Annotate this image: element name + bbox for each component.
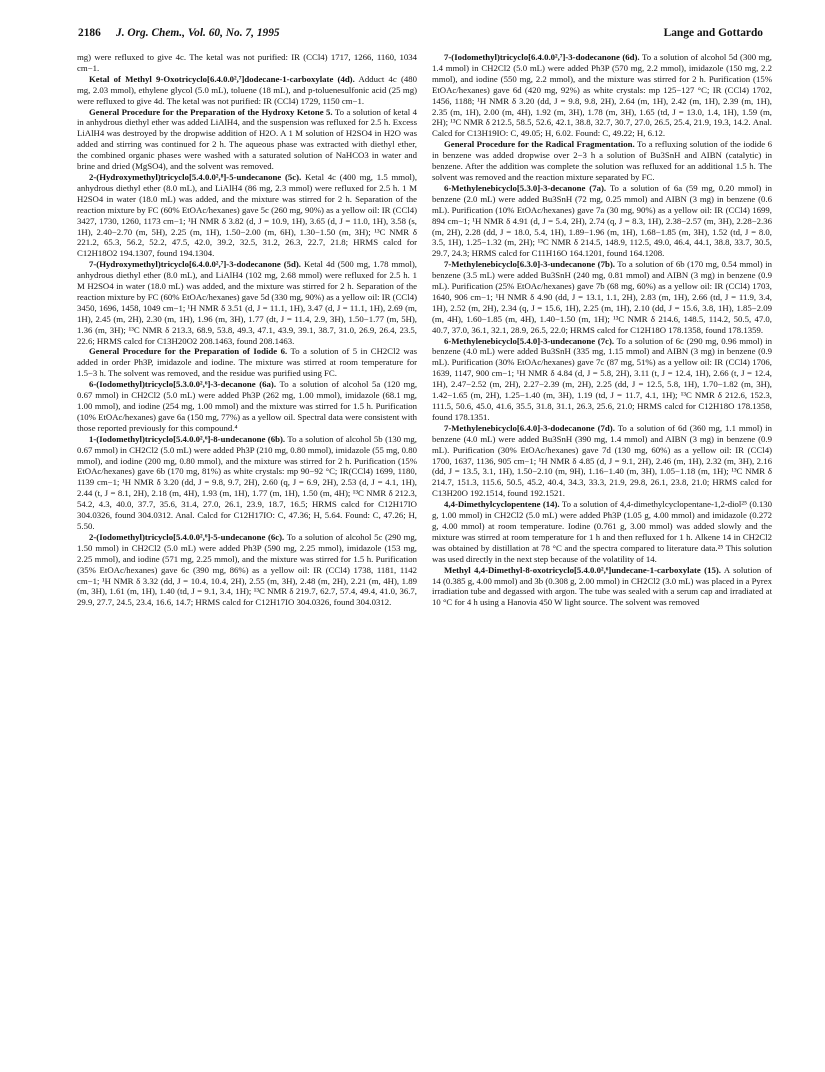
procedure-heading: 4,4-Dimethylcyclopentene (14).: [444, 499, 560, 510]
procedure-text: To a solution of ketal 4 in anhydrous diethyl ether was added LiAlH4, and the suspension was refluxed for 2.5 h. Excess LiAlH4 was destroyed by the dropwise addition of H2O. A 1 M solution of H2SO4 in H2O was added and stirring was continued for 2 h. The aqueous phase was extracted with diethyl ether, the combined organic phases were washed with a saturated solution of NaHCO3 in water and brine and dried (MgSO4), and the solvent was removed.: [77, 106, 418, 172]
procedure-paragraph: [77, 107, 417, 172]
procedure-paragraph: [77, 172, 417, 259]
procedure-heading: 7-Methylenebicyclo[6.4.0]-3-dodecanone (7d).: [444, 422, 615, 433]
continued-paragraph: [77, 52, 417, 74]
procedure-paragraph: [77, 379, 417, 434]
procedure-paragraph: [77, 259, 417, 346]
procedure-text: To a solution of 4,4-dimethylcyclopentane-1,2-diol²⁵ (0.130 g, 1.00 mmol) in CH2Cl2 (5.0 mL) were added Ph3P (1.05 g, 4.00 mmol) and imidazole (0.272 g, 4.00 mmol) at room temperature. Iodine (0.761 g, 3.00 mmol) was added slowly and the mixture was stirred at room temperature for 1 h and then refluxed for 1 h. Alkene 14 in CH2Cl2 was obtained by distillation at 78 °C and the spectra compared to literature data.²⁵ This solution was used directly in the next step because of the volatility of 14.: [432, 499, 773, 564]
procedure-heading: 6-(Iodomethyl)tricyclo[5.3.0.0²,⁶]-3-decanone (6a).: [89, 379, 277, 390]
procedure-text: To a solution of alcohol 5d (300 mg, 1.4 mmol) in CH2Cl2 (5.0 mL) were added Ph3P (570 mg, 2.2 mmol), imidazole (150 mg, 2.2 mmol), and iodine (550 mg, 2.2 mmol), and the mixture was stirred for 2 h. Purification (15% EtOAc/hexanes) gave 6d (420 mg, 92%) as white crystals: mp 125−127 °C; IR (CCl4) 1702, 1456, 1188; ¹H NMR δ 3.20 (dd, J = 9.8, 9.8, 2H), 2.64 (m, 1H), 2.42 (m, 1H), 2.39 (m, 1H), 2.35 (m, 1H), 2.00 (m, 4H), 1.92 (m, 3H), 1.78 (m, 3H), 1.65 (td, J = 13.0, 1.4, 1H), 1.59 (m, 2H); ¹³C NMR δ 212.5, 58.5, 52.6, 42.1, 38.8, 32.7, 30.7, 27.0, 26.5, 25.4, 21.9, 19.3, 14.2. Anal. Calcd for C13H19IO: C, 49.05; H, 6.02. Found: C, 49.22; H, 6.12.: [432, 52, 772, 139]
procedure-heading: 2-(Iodomethyl)tricyclo[5.4.0.0²,⁶]-5-undecanone (6c).: [89, 531, 285, 542]
procedure-paragraph: [432, 183, 772, 259]
procedure-paragraph: [432, 259, 772, 335]
procedure-heading: 6-Methylenebicyclo[5.3.0]-3-decanone (7a).: [444, 182, 607, 193]
procedure-heading: General Procedure for the Preparation of the Hydroxy Ketone 5.: [89, 106, 333, 117]
procedure-paragraph: [77, 346, 417, 379]
procedure-text: To a solution of alcohol 5a (120 mg, 0.67 mmol) in CH2Cl2 (5.0 mL) were added Ph3P (262 mg, 1.00 mmol), imidazole (68.1 mg, 1.00 mmol), and iodine (254 mg, 1.00 mmol) and the mixture was stirred for 1.5 h. Purification (10% EtOAc/hexanes) gave 6a (150 mg, 77%) as a yellow oil. Spectral data were consistent with those reported previously for this compound.⁴: [77, 379, 418, 433]
procedure-heading: 6-Methylenebicyclo[5.4.0]-3-undecanone (7c).: [444, 335, 615, 346]
procedure-heading: General Procedure for the Radical Fragmentation.: [444, 139, 635, 150]
procedure-heading: 1-(Iodomethyl)tricyclo[5.4.0.0²,⁶]-8-undecanone (6b).: [89, 433, 286, 444]
procedure-text: Ketal 4d (500 mg, 1.78 mmol), anhydrous diethyl ether (8.0 mL), and LiAlH4 (102 mg, 2.68 mmol) were refluxed for 2.5 h. 1 M H2SO4 in water (18.0 mL) was added, and the mixture was stirred for 2 h. Separation of the reaction mixture by FC (60% EtOAc/hexanes) gave 5d (330 mg, 90%) as a yellow oil: IR (CCl4) 3450, 1696, 1458, 1049 cm−1; ¹H NMR δ 3.51 (d, J = 11.1, 1H), 3.47 (d, J = 11.1, 1H), 2.69 (m, 1H), 2.45 (m, 2H), 2.30 (m, 1H), 1.96 (m, 3H), 1.77 (dt, J = 11.4, 2.9, 3H), 1.50−1.77 (m, 5H), 1.36 (m, 3H); ¹³C NMR δ 213.3, 68.9, 53.8, 49.3, 47.1, 43.9, 39.1, 38.7, 31.0, 26.9, 26.4, 23.5, 22.6; HRMS calcd for C13H20O2 208.1463, found 208.1463.: [77, 259, 417, 346]
procedure-text: To a solution of alcohol 5c (290 mg, 1.50 mmol) in CH2Cl2 (5.0 mL) were added Ph3P (590 mg, 2.25 mmol), imidazole (153 mg, 2.25 mmol), and iodine (571 mg, 2.25 mmol), and the mixture was stirred for 1.5 h. Purification (35% EtOAc/hexanes) gave 6c (390 mg, 86%) as a yellow oil: IR (CCl4) 1738, 1181, 1142 cm−1; ¹H NMR δ 3.32 (dd, J = 10.4, 10.4, 2H), 2.55 (m, 3H), 2.48 (m, 2H), 2.21 (m, 4H), 1.89 (m, 3H), 1.61 (m, 1H), 1.40 (td, J = 9.1, 3.4, 1H); ¹³C NMR δ 219.7, 62.7, 57.4, 49.4, 41.0, 36.7, 29.9, 27.7, 24.5, 23.4, 16.6, 14.7; HRMS calcd for C12H17IO 304.0326, found 304.0312.: [77, 531, 417, 608]
procedure-text: mg) were refluxed to give 4c. The ketal was not purified: IR (CCl4) 1717, 1266, 1160, 1034 cm−1.: [77, 52, 417, 73]
procedure-paragraph: [432, 499, 772, 564]
left-column: [77, 52, 417, 608]
procedure-text: To a solution of alcohol 5b (130 mg, 0.67 mmol) in CH2Cl2 (5.0 mL) were added Ph3P (210 mg, 0.80 mmol), imidazole (55 mg, 0.80 mmol), and iodine (200 mg, 0.80 mmol), and the mixture was stirred for 2 h. Purification (15% EtOAc/hexanes) gave 6b (170 mg, 81%) as white crystals: mp 90−92 °C; IR(CCl4) 1699, 1180, 1139 cm−1; ¹H NMR δ 3.20 (dd, J = 9.8, 9.7, 2H), 2.60 (q, J = 6.9, 2H), 2.53 (d, J = 4.1, 1H), 2.44 (t, J = 8.1, 2H), 2.18 (m, 4H), 1.93 (m, 1H), 1.77 (m, 1H), 1.50 (m, 4H); ¹³C NMR δ 212.3, 54.2, 4.3, 40.0, 37.7, 35.6, 31.4, 27.0, 26.1, 23.9, 18.7, 16.5; HRMS calcd for C12H17IO 304.0326, found 304.0312. Anal. Calcd for C12H17IO: C, 47.36; H, 5.64. Found: C, 47.26; H, 5.50.: [77, 433, 417, 531]
procedure-heading: General Procedure for the Preparation of Iodide 6.: [89, 346, 288, 357]
journal-citation: J. Org. Chem., Vol. 60, No. 7, 1995: [116, 27, 280, 39]
procedure-paragraph: [432, 52, 772, 139]
procedure-heading: Ketal of Methyl 9-Oxotricyclo[6.4.0.0²,⁷]dodecane-1-carboxylate (4d).: [89, 73, 355, 84]
procedure-paragraph: [432, 139, 772, 183]
right-column: [432, 52, 772, 608]
procedure-paragraph: [77, 532, 417, 608]
procedure-paragraph: [77, 74, 417, 107]
procedure-paragraph: [432, 423, 772, 499]
page-number: 2186: [78, 27, 101, 39]
procedure-paragraph: [77, 434, 417, 532]
procedure-text: To a solution of 6b (170 mg, 0.54 mmol) in benzene (3.5 mL) were added Bu3SnH (240 mg, 0.81 mmol) and AIBN (3 mg) in benzene (0.9 mL). Purification (25% EtOAc/hexanes) gave 7b (68 mg, 60%) as a yellow oil: IR (CCl4) 1703, 1640, 906 cm−1; ¹H NMR δ 4.90 (dd, J = 13.1, 1.1, 2H), 2.83 (m, 1H), 2.66 (td, J = 11.9, 3.4, 1H), 2.52 (m, 2H), 2.34 (q, J = 15.6, 1H), 2.25 (m, 1H), 2.10 (dd, J = 15.6, 3.8, 1H), 1.85−2.09 (m, 4H), 1.60−1.85 (m, 4H), 1.40−1.50 (m, 1H); ¹³C NMR δ 214.6, 148.5, 114.2, 50.5, 47.0, 40.7, 37.0, 36.1, 32.1, 28.9, 26.5, 22.0; HRMS calcd for C12H18O 178.1358, found 178.1359.: [432, 259, 772, 335]
procedure-text: To a solution of 6d (360 mg, 1.1 mmol) in benzene (4.0 mL) were added Bu3SnH (390 mg, 1.4 mmol) and AIBN (3 mg) in benzene (0.9 mL). Purification (30% EtOAc/hexanes) gave 7d (130 mg, 60%) as a yellow oil: IR (CCl4) 1700, 1637, 1136, 905 cm−1; ¹H NMR δ 4.85 (d, J = 9.1, 2H), 2.46 (m, 1H), 2.32 (m, 3H), 2.16 (dd, J = 13.5, 3.1, 1H), 1.50−2.10 (m, 9H), 1.16−1.40 (m, 3H), 1.05−1.18 (m, 1H); ¹³C NMR δ 214.7, 151.3, 115.6, 50.5, 45.2, 40.4, 34.3, 33.3, 21.9, 29.8, 26.1, 23.8, 21.0; HRMS calcd for C13H20O 192.1514, found 192.1521.: [432, 422, 772, 499]
procedure-text: Ketal 4c (400 mg, 1.5 mmol), anhydrous diethyl ether (8.0 mL), and LiAlH4 (86 mg, 2.3 mmol) were refluxed for 2.5 h. 1 M H2SO4 in water (18.0 mL) was added, and the mixture was stirred for 2 h. Separation of the reaction mixture by FC (60% EtOAc/hexanes) gave 5c (260 mg, 90%) as a yellow oil: IR (CCl4) 3427, 1730, 1260, 1173 cm−1; ¹H NMR δ 3.82 (d, J = 10.9, 1H), 3.65 (d, J = 11.0, 1H), 3.58 (s, 1H), 2.40−2.70 (m, 5H), 2.25 (m, 1H), 1.50−2.00 (m, 6H), 1.30−1.50 (m, 3H); ¹³C NMR δ 221.2, 65.3, 56.2, 52.2, 47.5, 42.0, 39.2, 32.5, 31.2, 26.3, 22.7, 21.8; HRMS calcd for C12H18O2 194.1307, found 194.1304.: [77, 171, 418, 259]
procedure-heading: Methyl 4,4-Dimethyl-8-oxotricyclo[5.4.0.0²,⁶]undecane-1-carboxylate (15).: [444, 564, 721, 575]
procedure-heading: 7-Methylenebicyclo[6.3.0]-3-undecanone (7b).: [444, 259, 615, 270]
procedure-text: A solution of 14 (0.385 g, 4.00 mmol) and 3b (0.308 g, 2.00 mmol) in CH2Cl2 (3.0 mL) was placed in a Pyrex irradiation tube and degassed with argon. The tube was sealed with a serum cap and irradiated at 10 °C for 4 h using a Hanovia 450 W light source. The solvent was removed: [432, 564, 772, 608]
running-authors: Lange and Gottardo: [663, 27, 763, 39]
procedure-text: To a solution of 5 in CH2Cl2 was added in order Ph3P, imidazole and iodine. The mixture was stirred at room temperature for 1.5−3 h. The solvent was removed, and the residue was purified using FC.: [77, 346, 417, 379]
procedure-paragraph: [432, 336, 772, 423]
procedure-paragraph: [432, 565, 772, 609]
procedure-heading: 2-(Hydroxymethyl)tricyclo[5.4.0.0²,⁸]-5-undecanone (5c).: [89, 171, 302, 182]
procedure-heading: 7-(Iodomethyl)tricyclo[6.4.0.0²,⁷]-3-dodecanone (6d).: [444, 52, 640, 62]
procedure-heading: 7-(Hydroxymethyl)tricyclo[6.4.0.0²,⁷]-3-dodecanone (5d).: [89, 259, 301, 270]
procedure-text: To a refluxing solution of the iodide 6 in benzene was added dropwise over 2−3 h a solution of Bu3SnH and AIBN (catalytic) in benzene. After the addition was complete the solution was refluxed for an additional 1.5 h. The solvent was removed and the reaction mixture separated by FC.: [432, 139, 773, 182]
procedure-text: To a solution of 6c (290 mg, 0.96 mmol) in benzene (4.0 mL) were added Bu3SnH (335 mg, 1.15 mmol) and AIBN (3 mg) in benzene (0.9 mL). Purification (30% EtOAc/hexanes) gave 7c (87 mg, 51%) as a yellow oil: IR (CCl4) 1706, 1639, 1147, 900 cm−1; ¹H NMR δ 4.84 (d, J = 5.8, 2H), 3.11 (t, J = 12.4, 1H), 2.66 (t, J = 12.4, 1H), 2.47−2.52 (m, 2H), 2.27−2.39 (m, 2H), 2.25 (dd, J = 12.5, 5.8, 1H), 1.70−1.82 (m, 3H), 1.42−1.65 (m, 2H), 1.25−1.40 (m, 3H), 1.19 (td, J = 11.7, 4.1, 1H); ¹³C NMR δ 212.6, 152.3, 111.5, 50.6, 45.0, 41.6, 35.5, 31.8, 31.1, 26.3, 25.6, 21.0; HRMS calcd for C12H18O 178.1358, found 178.1351.: [432, 335, 773, 422]
procedure-text: Adduct 4c (480 mg, 2.03 mmol), ethylene glycol (5.0 mL), toluene (18 mL), and p-toluenesulfonic acid (25 mg) were refluxed to give 4d. The ketal was not purified: IR (CCl4) 1729, 1150 cm−1.: [77, 73, 417, 106]
page-header: [78, 27, 763, 47]
procedure-text: To a solution of 6a (59 mg, 0.20 mmol) in benzene (2.0 mL) were added Bu3SnH (72 mg, 0.25 mmol) and AIBN (3 mg) in benzene (0.6 mL). Purification (10% EtOAc/hexanes) gave 7a (30 mg, 90%) as a yellow oil: IR (CCl4) 1699, 894 cm−1; ¹H NMR δ 4.91 (d, J = 5.4, 2H), 2.74 (q, J = 8.3, 1H), 2.38−2.57 (m, 3H), 2.28−2.36 (m, 2H), 2.28 (dd, J = 18.0, 5.4, 1H), 1.89−1.96 (m, 1H), 1.68−1.85 (m, 3H), 1.52 (td, J = 8.0, 3.5, 1H), 1.25−1.32 (m, 2H); ¹³C NMR δ 214.5, 148.9, 112.5, 49.0, 46.4, 44.1, 38.8, 33.7, 30.5, 29.7, 24.3; HRMS calcd for C11H16O 164.1201, found 164.1208.: [432, 182, 772, 259]
